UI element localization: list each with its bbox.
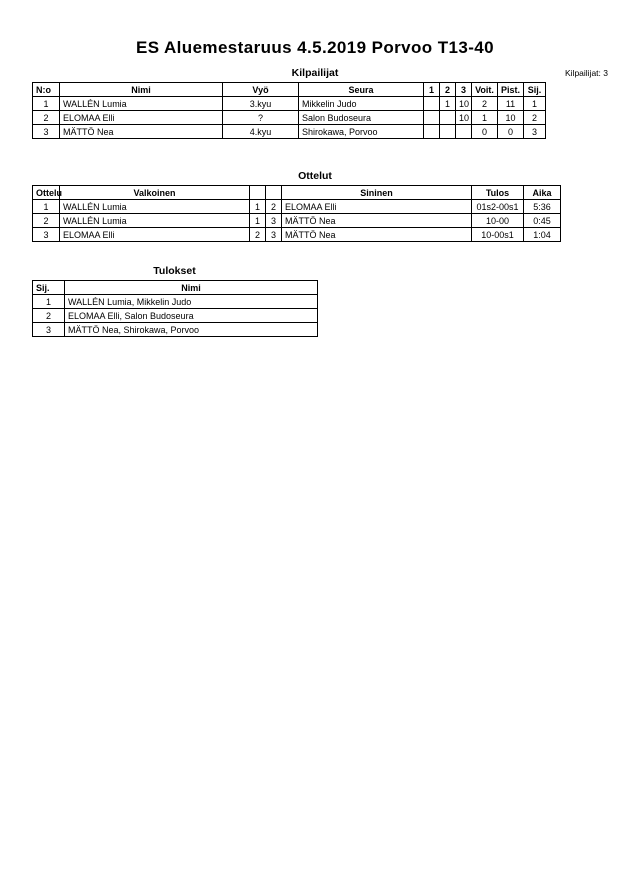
cell-nimi: ELOMAA Elli, Salon Budoseura — [65, 309, 318, 323]
matches-table-wrapper — [32, 185, 560, 242]
table-row — [33, 125, 546, 139]
cell-white-no: 1 — [250, 200, 266, 214]
table-row — [33, 228, 561, 242]
table-row — [33, 200, 561, 214]
cell-aika: 1:04 — [524, 228, 561, 242]
cell-vyo: ? — [223, 111, 299, 125]
column-header-aika: Aika — [524, 186, 561, 200]
cell-nimi: MÄTTÖ Nea — [60, 125, 223, 139]
cell-voit: 1 — [472, 111, 498, 125]
cell-pist: 10 — [498, 111, 524, 125]
table-row — [33, 214, 561, 228]
cell-tulos: 10-00 — [472, 214, 524, 228]
cell-white: WALLÉN Lumia — [60, 200, 250, 214]
cell-pist: 0 — [498, 125, 524, 139]
cell-blue: MÄTTÖ Nea — [282, 228, 472, 242]
cell-white: WALLÉN Lumia — [60, 214, 250, 228]
page-title: ES Aluemestaruus 4.5.2019 Porvoo T13-40 — [136, 38, 494, 57]
cell-pist: 11 — [498, 97, 524, 111]
cell-seura: Salon Budoseura — [299, 111, 424, 125]
cell-ottelu: 2 — [33, 214, 60, 228]
cell-nro: 3 — [33, 125, 60, 139]
cell-nimi: WALLÉN Lumia — [60, 97, 223, 111]
table-row — [33, 97, 546, 111]
cell-sij: 1 — [524, 97, 546, 111]
matches-section-title: Ottelut — [298, 170, 332, 182]
cell-nro: 1 — [33, 97, 60, 111]
cell-ottelu: 1 — [33, 200, 60, 214]
cell-match-3 — [456, 125, 472, 139]
column-header-seura: Seura — [299, 83, 424, 97]
spacer — [0, 139, 630, 161]
cell-match-2: 1 — [440, 97, 456, 111]
cell-nro: 2 — [33, 111, 60, 125]
cell-aika: 0:45 — [524, 214, 561, 228]
cell-sij: 2 — [33, 309, 65, 323]
cell-voit: 0 — [472, 125, 498, 139]
column-header-match-2: 2 — [440, 83, 456, 97]
cell-match-2 — [440, 111, 456, 125]
competitor-count: Kilpailijat: 3 — [565, 68, 608, 78]
column-header-vyo: Vyö — [223, 83, 299, 97]
cell-sij: 2 — [524, 111, 546, 125]
table-row — [33, 309, 318, 323]
column-header-match-3: 3 — [456, 83, 472, 97]
cell-match-1 — [424, 111, 440, 125]
cell-aika: 5:36 — [524, 200, 561, 214]
competitors-section-title: Kilpailijat — [291, 67, 339, 79]
cell-blue-no: 3 — [266, 228, 282, 242]
table-header-row — [33, 281, 318, 295]
column-header-sij: Sij. — [33, 281, 65, 295]
column-header-nro: N:o — [33, 83, 60, 97]
cell-sij: 3 — [33, 323, 65, 337]
column-header-tulos: Tulos — [472, 186, 524, 200]
cell-blue-no: 2 — [266, 200, 282, 214]
competitors-table-wrapper — [32, 82, 542, 139]
cell-blue: ELOMAA Elli — [282, 200, 472, 214]
cell-tulos: 10-00s1 — [472, 228, 524, 242]
cell-tulos: 01s2-00s1 — [472, 200, 524, 214]
cell-blue: MÄTTÖ Nea — [282, 214, 472, 228]
column-header-nimi: Nimi — [60, 83, 223, 97]
cell-nimi: MÄTTÖ Nea, Shirokawa, Porvoo — [65, 323, 318, 337]
cell-match-3: 10 — [456, 97, 472, 111]
table-row — [33, 111, 546, 125]
cell-match-1 — [424, 97, 440, 111]
cell-vyo: 3.kyu — [223, 97, 299, 111]
table-row — [33, 323, 318, 337]
cell-sij: 3 — [524, 125, 546, 139]
column-header-blue-no — [266, 186, 282, 200]
column-header-voit: Voit. — [472, 83, 498, 97]
column-header-nimi: Nimi — [65, 281, 318, 295]
cell-blue-no: 3 — [266, 214, 282, 228]
column-header-pist: Pist. — [498, 83, 524, 97]
results-table — [32, 280, 318, 337]
matches-table — [32, 185, 561, 242]
column-header-white-no — [250, 186, 266, 200]
cell-match-1 — [424, 125, 440, 139]
cell-match-3: 10 — [456, 111, 472, 125]
cell-white-no: 1 — [250, 214, 266, 228]
table-row — [33, 295, 318, 309]
table-header-row — [33, 83, 546, 97]
column-header-match-1: 1 — [424, 83, 440, 97]
cell-seura: Shirokawa, Porvoo — [299, 125, 424, 139]
cell-voit: 2 — [472, 97, 498, 111]
column-header-sij: Sij. — [524, 83, 546, 97]
cell-vyo: 4.kyu — [223, 125, 299, 139]
column-header-sininen: Sininen — [282, 186, 472, 200]
table-header-row — [33, 186, 561, 200]
cell-seura: Mikkelin Judo — [299, 97, 424, 111]
results-section-title: Tulokset — [153, 265, 196, 277]
column-header-ottelu: Ottelu — [33, 186, 60, 200]
cell-match-2 — [440, 125, 456, 139]
column-header-valkoinen: Valkoinen — [60, 186, 250, 200]
spacer — [0, 242, 630, 256]
cell-white-no: 2 — [250, 228, 266, 242]
cell-nimi: ELOMAA Elli — [60, 111, 223, 125]
cell-nimi: WALLÉN Lumia, Mikkelin Judo — [65, 295, 318, 309]
cell-sij: 1 — [33, 295, 65, 309]
competitors-table — [32, 82, 546, 139]
cell-ottelu: 3 — [33, 228, 60, 242]
results-block — [32, 265, 317, 337]
cell-white: ELOMAA Elli — [60, 228, 250, 242]
